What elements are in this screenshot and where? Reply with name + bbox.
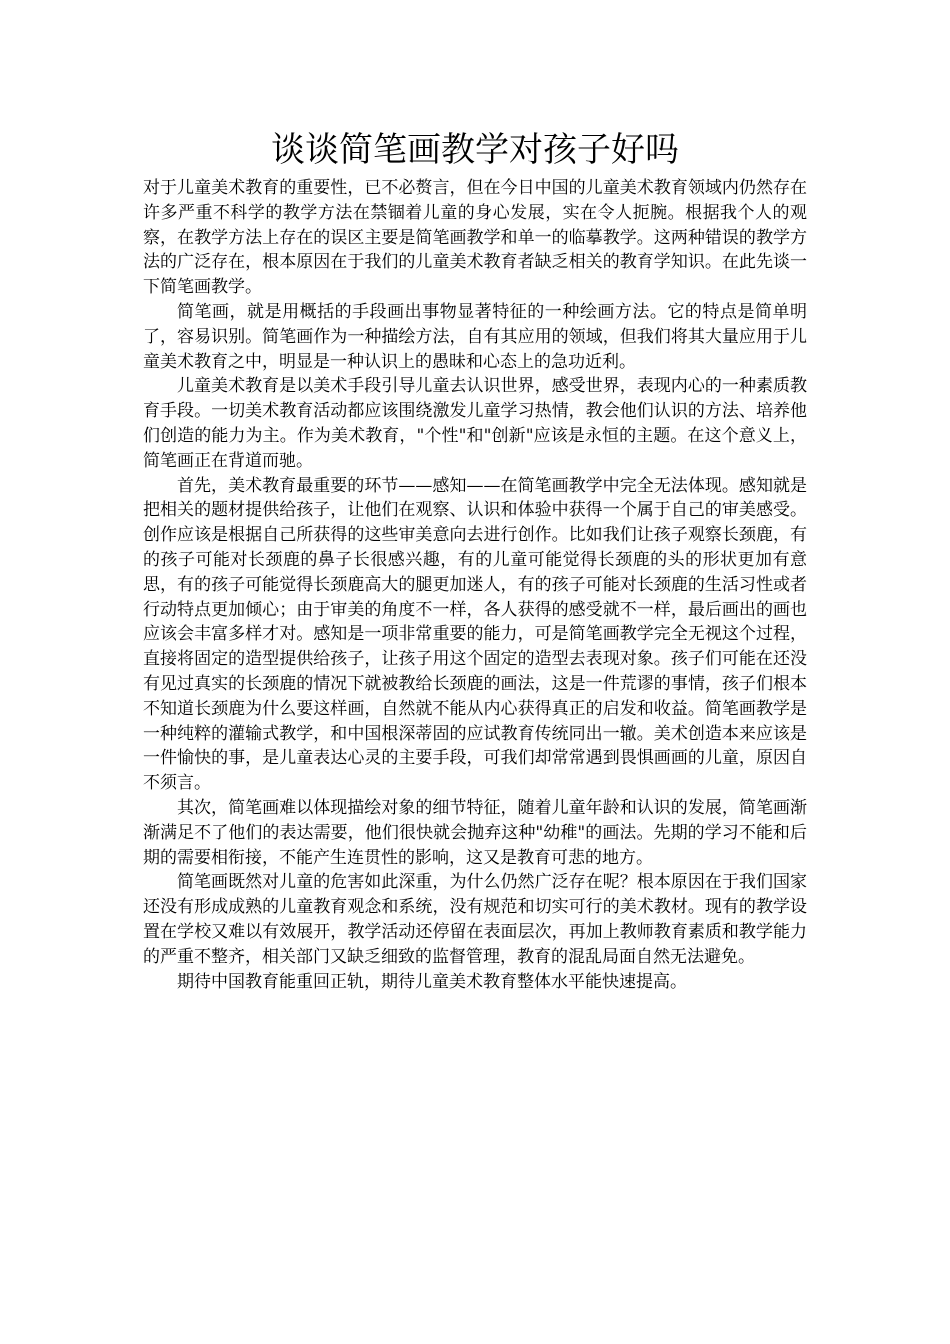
paragraph-definition: 简笔画，就是用概括的手段画出事物显著特征的一种绘画方法。它的特点是简单明了，容易识别。简笔画作为一种描绘方法，自有其应用的领域，但我们将其大量应用于儿童美术教育之中，明显是一种认识上的愚昧和心态上的急功近利。 — [143, 301, 807, 372]
document-title: 谈谈简笔画教学对孩子好吗 — [271, 130, 679, 170]
paragraph-root-cause: 简笔画既然对儿童的危害如此深重，为什么仍然广泛存在呢？根本原因在于我们国家还没有形成成熟的儿童教育观念和系统，没有规范和切实可行的美术教材。现有的教学设置在学校又难以有效展开，教学活动还停留在表面层次，再加上教师教育素质和教学能力的严重不整齐，相关部门又缺乏细致的监督管理，教育的混乱局面自然无法避免。 — [143, 872, 807, 967]
paragraph-purpose: 儿童美术教育是以美术手段引导儿童去认识世界，感受世界，表现内心的一种素质教育手段。一切美术教育活动都应该围绕激发儿童学习热情，教会他们认识的方法、培养他们创造的能力为主。作为美术教育，"个性"和"创新"应该是永恒的主题。在这个意义上，简笔画正在背道而驰。 — [143, 376, 807, 471]
paragraph-second-point: 其次，简笔画难以体现描绘对象的细节特征，随着儿童年龄和认识的发展，简笔画渐渐满足不了他们的表达需要，他们很快就会抛弃这种"幼稚"的画法。先期的学习不能和后期的需要相衔接，不能产生连贯性的影响，这又是教育可悲的地方。 — [143, 797, 807, 868]
paragraph-first-point: 首先，美术教育最重要的环节——感知——在简笔画教学中完全无法体现。感知就是把相关的题材提供给孩子，让他们在观察、认识和体验中获得一个属于自己的审美感受。创作应该是根据自己所获得的这些审美意向去进行创作。比如我们让孩子观察长颈鹿，有的孩子可能对长颈鹿的鼻子长很感兴趣，有的儿童可能觉得长颈鹿的头的形状更加有意思，有的孩子可能觉得长颈鹿高大的腿更加迷人，有的孩子可能对长颈鹿的生活习性或者行动特点更加倾心；由于审美的角度不一样，各人获得的感受就不一样，最后画出的画也应该会丰富多样才对。感知是一项非常重要的能力，可是简笔画教学完全无视这个过程，直接将固定的造型提供给孩子，让孩子用这个固定的造型去表现对象。孩子们可能在还没有见过真实的长颈鹿的情况下就被教给长颈鹿的画法，这是一件荒谬的事情，孩子们根本不知道长颈鹿为什么要这样画，自然就不能从内心获得真正的启发和收益。简笔画教学是一种纯粹的灌输式教学，和中国根深蒂固的应试教育传统同出一辙。美术创造本来应该是一件愉快的事，是儿童表达心灵的主要手段，可我们却常常遇到畏惧画画的儿童，原因自不须言。 — [143, 475, 807, 794]
paragraph-intro: 对于儿童美术教育的重要性，已不必赘言，但在今日中国的儿童美术教育领域内仍然存在许多严重不科学的教学方法在禁锢着儿童的身心发展，实在令人扼腕。根据我个人的观察，在教学方法上存在的误区主要是简笔画教学和单一的临摹教学。这两种错误的教学方法的广泛存在，根本原因在于我们的儿童美术教育者缺乏相关的教育学知识。在此先谈一下简笔画教学。 — [143, 178, 807, 298]
document-body — [143, 176, 807, 994]
paragraph-conclusion: 期待中国教育能重回正轨，期待儿童美术教育整体水平能快速提高。 — [177, 971, 687, 992]
